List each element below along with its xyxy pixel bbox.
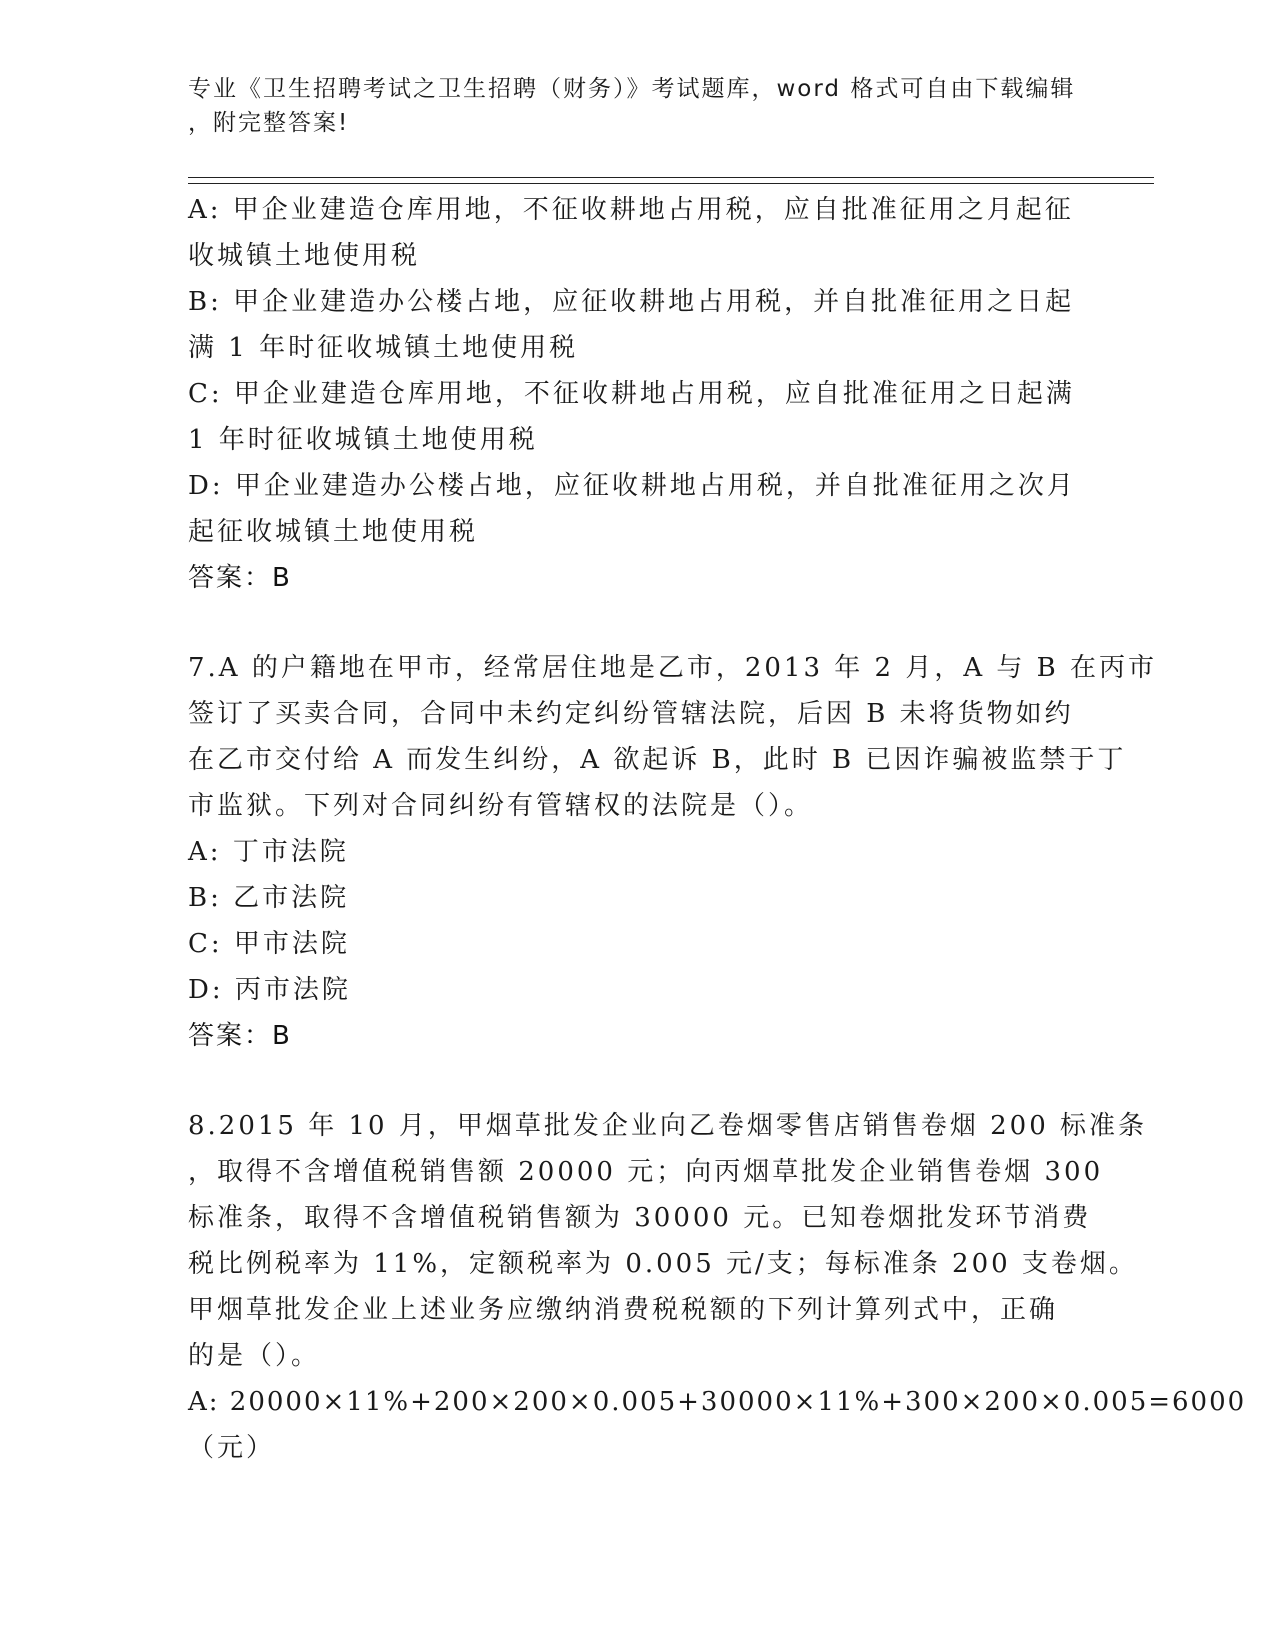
q8-stem-line-3: 标准条，取得不含增值税销售额为 30000 元。已知卷烟批发环节消费	[188, 1203, 1092, 1233]
q6-option-c-line-1: C: 甲企业建造仓库用地，不征收耕地占用税，应自批准征用之日起满	[188, 379, 1075, 409]
q7-stem-line-2: 签订了买卖合同，合同中未约定纠纷管辖法院，后因 B 未将货物如约	[188, 699, 1074, 729]
q7-option-b: B: 乙市法院	[188, 883, 350, 913]
header-line-2: ，附完整答案!	[188, 110, 350, 136]
q6-option-a-line-2: 收城镇土地使用税	[188, 241, 421, 271]
q8-stem-line-5: 甲烟草批发企业上述业务应缴纳消费税税额的下列计算列式中，正确	[188, 1295, 1059, 1325]
q6-option-c-line-2: 1 年时征收城镇土地使用税	[188, 425, 538, 455]
q7-answer: 答案：B	[188, 1021, 292, 1051]
q8-stem-line-6: 的是（）。	[188, 1341, 321, 1371]
q7-stem-line-1: 7.A 的户籍地在甲市，经常居住地是乙市，2013 年 2 月，A 与 B 在丙市	[188, 653, 1158, 683]
q7-option-c: C: 甲市法院	[188, 929, 350, 959]
question-7	[188, 645, 1158, 1059]
q6-option-b-line-2: 满 1 年时征收城镇土地使用税	[188, 333, 579, 363]
q6-option-d-line-1: D: 甲企业建造办公楼占地，应征收耕地占用税，并自批准征用之次月	[188, 471, 1076, 501]
q7-option-a: A: 丁市法院	[188, 837, 349, 867]
q8-stem-line-2: ，取得不含增值税销售额 20000 元；向丙烟草批发企业销售卷烟 300	[188, 1157, 1104, 1187]
q8-stem-line-1: 8.2015 年 10 月，甲烟草批发企业向乙卷烟零售店销售卷烟 200 标准条	[188, 1111, 1148, 1141]
q7-stem-line-4: 市监狱。下列对合同纠纷有管辖权的法院是（）。	[188, 791, 814, 821]
q7-option-d: D: 丙市法院	[188, 975, 351, 1005]
question-spacer	[188, 1059, 1088, 1103]
q6-option-d-line-2: 起征收城镇土地使用税	[188, 517, 479, 547]
document-body	[188, 187, 1247, 1471]
q6-option-a-line-1: A: 甲企业建造仓库用地，不征收耕地占用税，应自批准征用之月起征	[188, 195, 1074, 225]
header-line-1: 专业《卫生招聘考试之卫生招聘（财务）》考试题库，word 格式可自由下载编辑	[188, 76, 1076, 102]
q8-option-a-line-1: A: 20000×11%+200×200×0.005+30000×11%+300×200×0.005=6000	[188, 1387, 1247, 1417]
question-8	[188, 1103, 1247, 1471]
q7-stem-line-3: 在乙市交付给 A 而发生纠纷，A 欲起诉 B，此时 B 已因诈骗被监禁于丁	[188, 745, 1127, 775]
question-6	[188, 187, 1088, 601]
page-header	[188, 72, 1078, 140]
q8-option-a-line-2: （元）	[188, 1433, 276, 1463]
q6-answer: 答案：B	[188, 563, 292, 593]
question-spacer	[188, 601, 1088, 645]
q6-option-b-line-1: B: 甲企业建造办公楼占地，应征收耕地占用税，并自批准征用之日起	[188, 287, 1075, 317]
q8-stem-line-4: 税比例税率为 11%，定额税率为 0.005 元/支；每标准条 200 支卷烟。	[188, 1249, 1138, 1279]
header-rule-top	[188, 177, 1154, 178]
header-rule-bottom	[188, 183, 1154, 184]
